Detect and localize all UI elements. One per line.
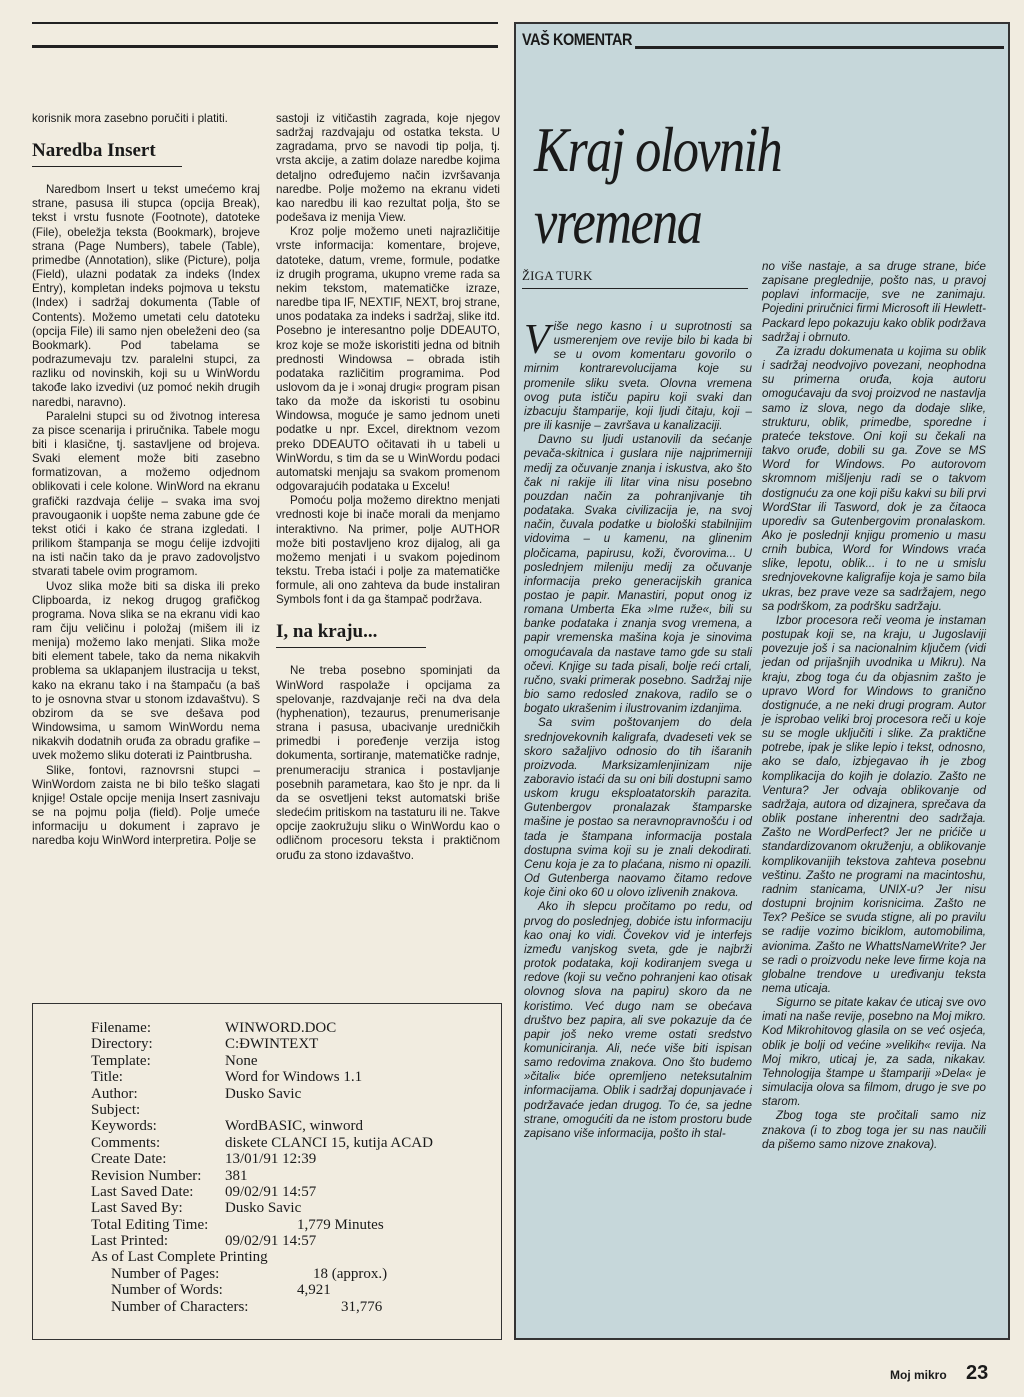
paragraph: Sa svim poštovanjem do dela srednjovekovnih kaligrafa, dvadeseti vek se skoro sažaljivo odnosio do tih išaranih proizvoda. Marksizamlenjinizam nije zaboravio istaći da su oni bili dostupni samo uskom krugu eksploatatorskih parazita. Gutenbergov pronalazak štamparske mašine je postao sa neravnopravnošću i od tada je štampana informacija postala dostupna svima koji su je znali dekodirati. Cenu koja je za to plaćana, nismo ni opazili. Od Gutenberga naovamo čitamo redove koje čini oko 60 u olovo izlivenih znakova. [524,716,752,900]
summary-key: Keywords: [91,1118,157,1135]
sidebar-column-left [524,317,752,1141]
summary-value: Word for Windows 1.1 [225,1069,363,1086]
document-summary-box [32,1003,502,1340]
paragraph: Kroz polje možemo uneti najrazličitije vrste informacija: komentare, brojeve, datoteke, datum, vreme, formule, podatke iz drugih programa, ukupno vreme rada sa nekim tekstom, matematičke izraze, naredbe tipa IF, NEXTIF, NEXT, broj strane, unos podataka za indeks i sadržaj, slike itd. Posebno je interesantno polje DDEAUTO, kroz koje se može iskoristiti jedna od bitnih prednosti Windowsa – obrada istih podataka različitim programima. Pod uslovom da je i »onaj drugi« program pisan tako da može da iskoristi tu osobinu Windowsa, moguće je samo jednom uneti podatke u npr. Excel, direktnom vezom preko DDEAUTO očitavati ih u tabeli u WinWordu, s tim da se u WinWordu podaci automatski menjaju sa svakom promenom odgovarajućih podataka u Excelu! [276,225,500,494]
top-thick-rule [32,45,498,48]
title-line-2: vremena [534,186,702,257]
section-label: VAŠ KOMENTAR [522,30,635,50]
summary-key: Number of Pages: [111,1265,220,1282]
paragraph: Uvoz slika može biti sa diska ili preko Clipboarda, iz nekog drugog grafičkog programa. Nova slika se na ekranu vidi kao ram čiju veličinu i položaj (mišem ili iz menija) možemo lako menjati. Slika može biti element tabele, tako da nema nikakvih problema sa uklapanjem ilustracija u tekst, kako na ekranu tako i na štampaču (a baš to je osnovna stvar u stonom izdavaštvu). S obzirom da se sve dešava pod Windowsima, u samom WinWordu nema nikakvih dodatnih oruđa za obradu grafike – uvek možemo sliku doterati iz Paintbrusha. [32,579,260,763]
summary-key: Total Editing Time: [91,1216,209,1233]
summary-key: Template: [91,1052,151,1069]
paragraph: Naredbom Insert u tekst umećemo kraj strane, pasusa ili stupca (opcija Break), tekst i vrstu fusnote (Footnote), datoteke (File), obeležja teksta (Bookmark), brojeve strana (Page Numbers), tabele (Table), primedbe (Annotation), slike (Picture), polja (Field), ulazni podatak za indeks (Index Entry), kompletan indeks pojmova u tekstu (Index) i sadržaj dokumenta (Table of Contents). Možemo umetati celu datoteku (opcija File) ili samo njen obeleženi deo (sa Bookmark). Pod tabelama se podrazumevaju tzv. paralelni stupci, za razliku od novinskih, koji su u WinWordu takođe lako izvedivi (uz pomoć nekih drugih naredbi, naravno). [32,183,260,409]
summary-value: WINWORD.DOC [225,1020,337,1036]
summary-value: 13/01/91 12:39 [225,1151,317,1168]
summary-row [33,1266,501,1282]
paragraph-text: iše nego kasno i u suprotnosti sa usmerenjem ove revije bilo bi kada bi se u ovom komentaru govorilo o mirnim kontrarevolucijama koje su promenile sliku sveta. Olovna vremena ovog puta ističu papiru koji svaki dan izbacuju štamparije, koji ljudi čitaju, koji – pre ili kasnije – završava u kanalizaciji. [524,320,752,433]
paragraph: Slike, fontovi, raznovrsni stupci – WinWordom zaista ne bi bilo teško slagati knjige! Ostale opcije menija Insert zasnivaju se na pojmu polja (field). Polje umeće informaciju u dokument i zapravo je naredba koju WinWord interpretira. Polje se [32,763,260,848]
summary-key: As of Last Complete Printing [91,1249,268,1266]
summary-value: 1,779 Minutes [297,1216,384,1233]
summary-row [33,1036,501,1052]
summary-key: Revision Number: [91,1167,202,1184]
paragraph: Za izradu dokumenata u kojima su oblik i sadržaj neodvojivo povezani, neophodna su primerna oruđa, koja autoru omogućavaju da svoj proizvod ne nastavlja samo iz slova, nego da dodaje slike, strukturu, oblik, primedbe, sporedne i prateće tekstove. Oni koji su čekali na takvo oruđe, dobili su ga. Zove se MS Word for Windows. Po autorovom skromnom mišljenju radi se o takvom dostignuću za one koji pišu kakvi su bili prvi WordStar ili Tasword, dok je za čitaoca uporediv sa Gutenbergovim pronalaskom. Ako je poslednji knjigu promenio u masu crnih bubica, Word for Windows vraća slike, lepotu, oblik... i to ne u smislu srednjovekovne kaligrafije koja je samo bila ukras, bez prave veze sa sadržajem, nego sa podrškom, za podršku sadržaju. [762,344,986,613]
summary-key: Comments: [91,1134,161,1151]
article-column-1 [32,112,260,849]
paragraph: Izbor procesora reči veoma je instaman postupak koji se, na kraju, u Jugoslaviji povezuje još i sa nacionalnim ključem (vidi jedan od prijašnjih uvodnika u Mikru). Na kraju, zbog toga ću da objasnim zašto je upravo Word for Windows to granično dostignuće, a ne neki drugi program. Autor je isprobao veliki broj procesora reči u koje su se mogle uključiti i slike. Za praktične potrebe, ipak je slike lepio i tekst, odnosno, ako se dalo, izbjegavao ih je zbog komplikacija do kojih je dolazio. Zašto ne Ventura? Jer odvaja oblikovanje od sadržaja, autora od dizajnera, sprečava da oblik postane inherentni deo sadržaja. Zašto ne WordPerfect? Jer ne prićiče u standardizovanom okruženju, a oblikovanje komplikovanijih tekstova zahteva posebnu veštinu. Zašto ne programi na macintoshu, radnim stanicama, UNIX-u? Jer nisu dostupni brojnim korisnicima. Zašto ne Tex? Pešice se svuda stigne, ali po pravilu se radije vozimo biciklom, automobilima, avionima. Zašto ne WhattsNameWrite? Jer se radi o proizvodu neke leve firme koja na globalne trendove u uređivanju teksta nema uticaja. [762,613,986,995]
summary-key: Create Date: [91,1151,167,1168]
author-byline: ŽIGA TURK [522,268,748,289]
summary-key: Number of Characters: [111,1298,249,1315]
summary-value: WordBASIC, winword [225,1118,363,1135]
summary-value: 09/02/91 14:57 [225,1183,317,1200]
summary-value: 4,921 [297,1282,331,1299]
summary-row [33,1217,501,1233]
commentary-sidebar [514,22,1010,1340]
summary-row [33,1053,501,1069]
commentary-title [534,114,805,258]
drop-cap: V [524,317,550,363]
summary-key: Last Printed: [91,1233,169,1250]
page-number: 23 [966,1362,989,1384]
summary-row [33,1299,501,1315]
summary-key: Author: [91,1085,138,1102]
magazine-name: Moj mikro [890,1368,947,1382]
summary-row [33,1168,501,1184]
sidebar-column-right [762,260,986,1152]
summary-key: Filename: [91,1020,151,1036]
summary-row [33,1151,501,1167]
summary-value: C:ĐWINTEXT [225,1036,319,1053]
summary-row [33,1233,501,1249]
paragraph: Sigurno se pitate kakav će uticaj sve ovo imati na naše revije, posebno na Moj mikro. Kod Mikrohitovog glasila on se već osjeća, oblik je bolji od većine »velikih« revija. Na Moj mikro, uticaj je, za sada, nikakav. Tehnologija štampe u štampariji »Dela« je simulacija olova sa filmom, drugo je sve po starom. [762,996,986,1109]
summary-key: Last Saved By: [91,1200,183,1217]
summary-row [33,1200,501,1216]
summary-value: Dusko Savic [225,1085,302,1102]
summary-value: None [225,1052,258,1069]
summary-key: Number of Words: [111,1282,223,1299]
summary-value: 381 [225,1167,248,1184]
paragraph: Ne treba posebno spominjati da WinWord raspolaže i opcijama za spelovanje, razdvajanje reči na dva dela (hyphenation), tezaurus, prenumerisanje strana i pasusa, ubacivanje uredničkih primedbi i poređenje verzija istog dokumenta, sortiranje, matematičke radnje, prenumeraciju stranica i postavljanje posebnih parametara, kao što je npr. da li da se osvetljeni tekst automatski briše sledećim pritiskom na tastaturu ili ne. Takve opcije zaokružuju sliku o WinWordu kao o odličnom procesoru teksta i praktičnom oruđu za stono izdavaštvo. [276,664,500,862]
summary-key: Title: [91,1069,123,1086]
paragraph: Pomoću polja možemo direktno menjati vrednosti koje bi inače morali da menjamo interaktivno. Na primer, polje AUTHOR može biti postavljeno kroz dijalog, ali ga možemo menjati i u svakom pojedinom tekstu. Treba istaći i polje za matematičke formule, ali ono zahteva da bude instaliran Symbols font i da ga štampač podržava. [276,494,500,607]
paragraph: Zbog toga ste pročitali samo niz znakova (i to zbog toga jer su nas naučili da pišemo samo nizove znakova). [762,1109,986,1151]
paragraph: no više nastaje, a sa druge strane, biće zapisane preglednije, pošto nas, u pravoj poplavi informacije, sve ne zanimaju. Pojedini priručnici firmi Microsoft ili Hewlett-Packard lepo pokazuju kako oblik podržava sadržaj i obrnuto. [762,260,986,344]
summary-row [33,1282,501,1298]
summary-key: Subject: [91,1101,141,1118]
paragraph: sastoji iz vitičastih zagrada, koje njegov sadržaj razdvajaju od ostatka teksta. U zagradama, prvo se navodi tip polja, tj. vrsta akcije, a zatim dolaze naredbe kojima detaljno određujemo način izvršavanja naredbe. Polje možemo na ekranu videti kao naredbu ili kao rezultat polja, što se podešava iz menija View. [276,112,500,225]
summary-value: diskete CLANCI 15, kutija ACAD [225,1134,433,1151]
summary-row [33,1102,501,1118]
section-heading-end: I, na kraju... [276,621,426,648]
summary-row [33,1184,501,1200]
summary-row [33,1086,501,1102]
summary-value: 09/02/91 14:57 [225,1233,317,1250]
article-column-2 [276,112,500,863]
summary-row [33,1249,501,1265]
paragraph: korisnik mora zasebno poručiti i platiti. [32,112,228,125]
summary-row [33,1069,501,1085]
paragraph: Davno su ljudi ustanovili da sećanje pevača-skitnica i guslara nije najprimerniji medij za očuvanje znanja i iskustva, ako što čak ni rakije ili litar vina nisu posebno pouzdan način za pohranjivanje tih podataka. Svaka civilizacija je, na svoj način, čuvala podatke u biološki stabilnijim vidovima – u kamenu, na glinenim pločicama, papirusu, koži, čvorovima... U poslednjem mileniju medij za očuvanje informacija preko generacijskih granica postao je papir. Manastiri, poput onog iz romana Umberta Eka »Ime ruže«, bili su banke podataka i znanja svog vremena, a papir vremenska mašina koja je sinovima omogućavala da nastave tamo gde su stali očevi. Knjige su tada pisali, bolje reći crtali, ručno, svaki primerak posebno. Sadržaj nije bio samo redosled znakova, radilo se o bogato ukrašenim i ilustrovanim izdanjima. [524,433,752,716]
title-line-1: Kraj olovnih [534,114,782,185]
top-rule [32,22,498,24]
paragraph: Paralelni stupci su od životnog interesa za pisce scenarija i priručnika. Tabele mogu biti i klasične, tj. sastavljene od brojeva. Svaki element može biti zasebno formatizovan, a možemo odjednom oblikovati i cele kolone. WinWord na ekranu grafički razdvaja ćelije – svaka ima svoj pravougaonik i uopšte nema zabune gde će tekst otići i kako će strana izgledati. I prilikom štampanja se mogu ćelije izdvojiti na isti način tako da je pravo zadovoljstvo stvarati tabele ovim programom. [32,409,260,579]
sidebar-header [522,30,1004,54]
summary-value: Dusko Savic [225,1200,302,1217]
summary-key: Directory: [91,1036,153,1053]
summary-value: 18 (approx.) [313,1265,388,1282]
summary-key: Last Saved Date: [91,1183,194,1200]
paragraph: Ako ih slepcu pročitamo po redu, od prvog do poslednjeg, dobiće istu informaciju kao onaj ko vidi. Čovekov vid je interfejs između vanjskog sveta, gde je najbrži protok podataka, koji kodiranjem svega u redove (koji su večno pohranjeni kao otisak olovnog slova na papiru) skoro da ne koristimo. Već dugo nam se obećava društvo bez papira, ali sve pokazuje da će papir još neko vreme ostati sredstvo komuniciranja. Ali, neće više biti ispisan samo redovima znakova. Ono što budemo »čitali« biće opremljeno neteksutalnim informacijama. Oblik i sadržaj dopunjavaće i podržavaće jedan drugog. To će, sa jedne strane, omogućiti da ne istom prostoru bude zapisano više informacija, pošto ih stal- [524,900,752,1140]
summary-value: 31,776 [341,1298,383,1315]
summary-row [33,1135,501,1151]
paragraph [524,317,752,433]
summary-row [33,1118,501,1134]
section-heading-insert: Naredba Insert [32,140,182,167]
summary-row [33,1020,501,1036]
